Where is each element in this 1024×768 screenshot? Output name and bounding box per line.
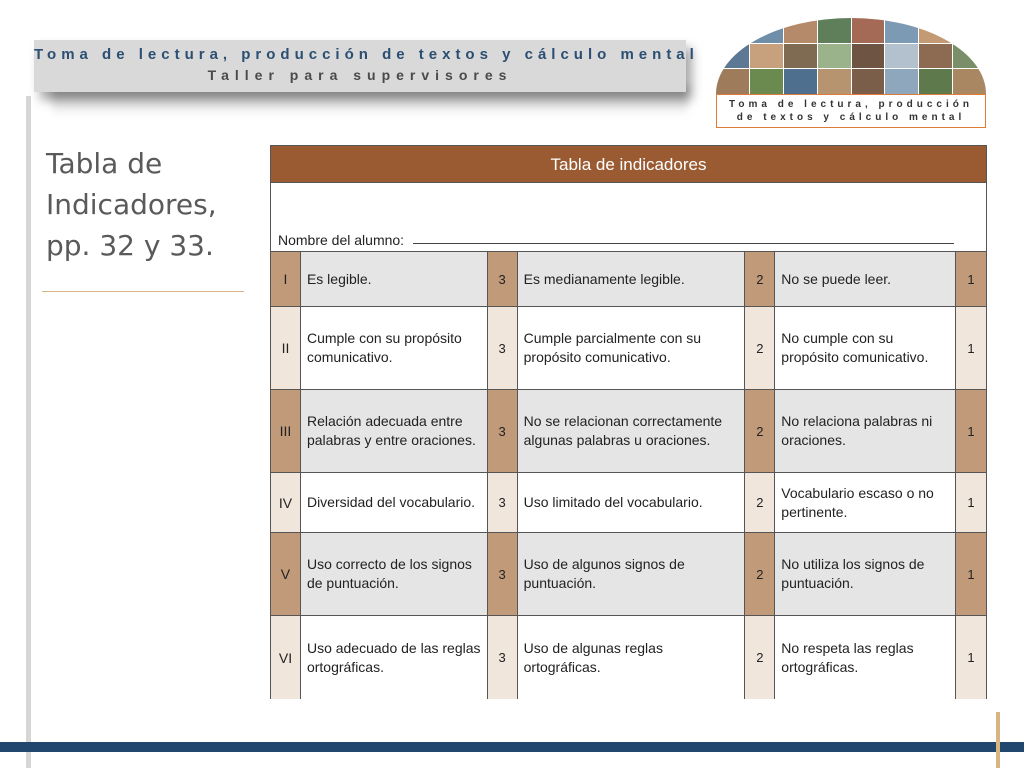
score-1: 1 bbox=[956, 252, 986, 306]
score-2: 2 bbox=[745, 252, 775, 306]
logo-caption bbox=[716, 94, 986, 128]
photo-collage-image bbox=[716, 18, 986, 94]
score-3: 3 bbox=[488, 533, 518, 615]
indicator-level-3-text: Cumple con su propósito comunicativo. bbox=[301, 307, 488, 389]
indicator-level-3-text: Es legible. bbox=[301, 252, 488, 306]
indicator-number: IV bbox=[271, 473, 301, 532]
score-3: 3 bbox=[488, 307, 518, 389]
indicator-level-3-text: Relación adecuada entre palabras y entre oraciones. bbox=[301, 390, 488, 472]
table-row bbox=[271, 307, 986, 390]
indicator-number: V bbox=[271, 533, 301, 615]
logo-caption-line2: de textos y cálculo mental bbox=[736, 112, 966, 123]
score-2: 2 bbox=[745, 473, 775, 532]
banner-title: Toma de lectura, producción de textos y cálculo mental bbox=[34, 46, 699, 63]
indicator-level-3-text: Uso correcto de los signos de puntuación. bbox=[301, 533, 488, 615]
bottom-bar bbox=[0, 742, 1024, 752]
table-row bbox=[271, 616, 986, 699]
indicator-level-3-text: Uso adecuado de las reglas ortográficas. bbox=[301, 616, 488, 699]
student-name-label: Nombre del alumno: bbox=[278, 232, 405, 248]
table-body bbox=[271, 252, 986, 699]
indicator-level-2-text: Uso de algunas reglas ortográficas. bbox=[518, 616, 746, 699]
score-2: 2 bbox=[745, 533, 775, 615]
score-2: 2 bbox=[745, 390, 775, 472]
indicator-level-2-text: Uso de algunos signos de puntuación. bbox=[518, 533, 746, 615]
score-1: 1 bbox=[956, 473, 986, 532]
score-1: 1 bbox=[956, 616, 986, 699]
indicator-level-1-text: No relaciona palabras ni oraciones. bbox=[775, 390, 956, 472]
indicator-number: I bbox=[271, 252, 301, 306]
table-header: Tabla de indicadores bbox=[271, 146, 986, 183]
score-1: 1 bbox=[956, 390, 986, 472]
banner-subtitle: Taller para supervisores bbox=[207, 67, 513, 83]
indicator-level-3-text: Diversidad del vocabulario. bbox=[301, 473, 488, 532]
score-2: 2 bbox=[745, 307, 775, 389]
indicators-table bbox=[270, 145, 987, 699]
indicator-level-2-text: Es medianamente legible. bbox=[518, 252, 746, 306]
indicator-level-1-text: Vocabulario escaso o no pertinente. bbox=[775, 473, 956, 532]
student-name-line bbox=[413, 243, 954, 244]
indicator-level-2-text: No se relacionan correctamente algunas palabras u oraciones. bbox=[518, 390, 746, 472]
indicator-number: III bbox=[271, 390, 301, 472]
indicator-level-1-text: No utiliza los signos de puntuación. bbox=[775, 533, 956, 615]
program-logo bbox=[716, 18, 986, 128]
table-row bbox=[271, 533, 986, 616]
title-underline bbox=[42, 291, 244, 292]
indicator-number: VI bbox=[271, 616, 301, 699]
score-2: 2 bbox=[745, 616, 775, 699]
bottom-accent bbox=[996, 712, 1000, 768]
score-3: 3 bbox=[488, 252, 518, 306]
logo-caption-line1: Toma de lectura, producción bbox=[729, 99, 973, 110]
score-3: 3 bbox=[488, 473, 518, 532]
student-name-row bbox=[271, 183, 986, 252]
table-row bbox=[271, 252, 986, 307]
score-1: 1 bbox=[956, 533, 986, 615]
indicator-number: II bbox=[271, 307, 301, 389]
score-3: 3 bbox=[488, 390, 518, 472]
table-row bbox=[271, 390, 986, 473]
slide-title: Tabla de Indicadores, pp. 32 y 33. bbox=[46, 147, 217, 262]
left-accent-rule bbox=[26, 96, 31, 768]
score-3: 3 bbox=[488, 616, 518, 699]
indicator-level-1-text: No se puede leer. bbox=[775, 252, 956, 306]
indicator-level-1-text: No respeta las reglas ortográficas. bbox=[775, 616, 956, 699]
indicator-level-2-text: Uso limitado del vocabulario. bbox=[518, 473, 746, 532]
score-1: 1 bbox=[956, 307, 986, 389]
table-row bbox=[271, 473, 986, 533]
indicator-level-2-text: Cumple parcialmente con su propósito comunicativo. bbox=[518, 307, 746, 389]
header-banner bbox=[34, 40, 699, 92]
indicator-level-1-text: No cumple con su propósito comunicativo. bbox=[775, 307, 956, 389]
